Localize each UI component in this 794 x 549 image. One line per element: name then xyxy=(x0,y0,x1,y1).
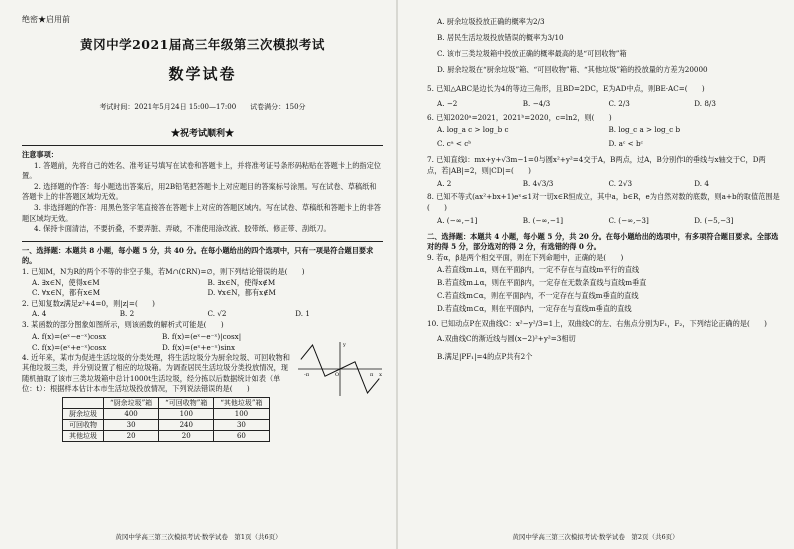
option-d: D. (−5,−3] xyxy=(694,215,734,225)
question-8: 8. 已知不等式(ax²+bx+1)eˣ≤1对一切x∈R恒成立，其中a，b∈R，e为自然对数的底数，则a+b的取值范围是( ) xyxy=(427,192,780,212)
option-b: B. (−∞,−1] xyxy=(522,215,564,225)
option-d: D.若直线m⊂α，则在平面β内，一定存在与直线m垂直的直线 xyxy=(437,304,632,314)
option-c: C. √2 xyxy=(207,309,227,319)
divider xyxy=(22,241,383,242)
x-tick-label: O xyxy=(335,372,340,378)
option-b: B. log_c a > log_c b xyxy=(608,125,681,135)
option-a: A. f(x)=(eˣ−e⁻ˣ)cosx xyxy=(32,331,107,341)
x-tick-label: -π xyxy=(304,372,309,378)
question-3: 3. 某函数的部分图象如图所示，则该函数的解析式可能是( ) xyxy=(22,319,224,329)
question-6: 6. 已知2020ᵃ=2021，2021ᵇ=2020，c=ln2，则( ) xyxy=(427,112,612,122)
option-c: C. cᵃ < cᵇ xyxy=(437,139,472,149)
notice-item: 3. 非选择题的作答：用黑色签字笔直接答在答题卡上对应的答题区域内。写在试卷、草稿纸和答题卡上的非答题区域均无效。 xyxy=(22,202,381,223)
exam-info: 考试时间：2021年5月24日 15:00—17:00 试卷满分：150分 xyxy=(99,103,306,111)
option-b: B.若直线m⊥α，则在平面β内，一定存在无数条直线与直线m垂直 xyxy=(437,278,647,288)
question-4-options xyxy=(427,14,780,78)
table-cell: 400 xyxy=(104,408,159,419)
option-d: D. aᶜ < bᶜ xyxy=(608,139,644,149)
section-2-heading: 二、选择题：本题共 4 小题，每小题 5 分，共 20 分。在每小题给出的选项中，有多项符合题目要求。全部选对的得 5 分，部分选对的得 2 分，有选错的得 0 分。 xyxy=(427,231,779,252)
question-1-options xyxy=(22,278,383,289)
y-axis-label: y xyxy=(343,342,346,348)
table-header-row xyxy=(63,397,270,408)
table-header-cell: “可回收物”箱 xyxy=(159,397,214,408)
option-b: B. −4/3 xyxy=(522,98,551,108)
option-a: A. ∃x∈N，使得x∈M xyxy=(32,277,100,287)
exam-title: 黄冈中学2021届高三年级第三次模拟考试 xyxy=(80,37,325,52)
divider xyxy=(22,145,383,146)
option-a: A.若直线m⊥α，则在平面β内，一定不存在与直线m平行的直线 xyxy=(437,265,640,275)
option-b: B.满足|PF₁|=4的点P共有2个 xyxy=(437,351,533,361)
option-b: B. 居民生活垃圾投放错误的概率为3/10 xyxy=(437,33,564,42)
x-axis-label: x xyxy=(379,372,382,378)
option-b: B. ∃x∈N，使得x∉M xyxy=(207,277,276,287)
page-footer: 黄冈中学高三第三次模拟考试·数学试卷 第2页（共6页） xyxy=(512,533,679,541)
question-1-options xyxy=(22,288,383,299)
question-10-options xyxy=(427,330,780,366)
question-9-options xyxy=(427,263,780,315)
option-d: D. f(x)=(eˣ+e⁻ˣ)sinx xyxy=(162,342,236,352)
question-6-options xyxy=(427,137,780,151)
option-c: C. 该市三类垃圾箱中投放正确的概率最高的是“可回收物”箱 xyxy=(437,49,627,58)
table-cell: 30 xyxy=(104,419,159,430)
table-header-cell xyxy=(63,397,104,408)
table-cell: 其他垃圾 xyxy=(63,430,104,441)
option-d: D. 厨余垃圾在“厨余垃圾”箱、“可回收物”箱、“其他垃圾”箱的投放量的方差为20000 xyxy=(437,65,708,74)
option-c: C. (−∞,−3] xyxy=(608,215,649,225)
question-1: 1. 已知M，N为R的两个不等的非空子集，若M∩(∁RN)=∅，则下列结论错误的是( ) xyxy=(22,266,305,276)
table-cell: 60 xyxy=(214,430,269,441)
table-row xyxy=(63,419,270,430)
option-b: B. f(x)=(eˣ−e⁻ˣ)|cosx| xyxy=(162,331,242,341)
table-cell: 20 xyxy=(159,430,214,441)
option-b: B. 2 xyxy=(119,309,135,319)
question-10: 10. 已知动点P在双曲线C：x²−y²/3=1上，双曲线C的左、右焦点分别为F₁，F₂，下列结论正确的是( ) xyxy=(427,319,767,329)
question-7: 7. 已知直线l：mx+y+√3m−1=0与圆x²+y²=4交于A，B两点，过A，B分别作l的垂线与x轴交于C，D两点，若|AB|=2，则|CD|=( ) xyxy=(427,155,766,175)
table-cell: 240 xyxy=(159,419,214,430)
option-d: D. 4 xyxy=(694,179,709,189)
exam-subtitle: 数学试卷 xyxy=(168,65,237,83)
option-c: C. f(x)=(eˣ+e⁻ˣ)cosx xyxy=(32,342,107,352)
notice-item: 2. 选择题的作答：每小题选出答案后，用2B铅笔把答题卡上对应题目的答案标号涂黑。写在试卷、草稿纸和答题卡上的非答题区域均无效。 xyxy=(22,181,377,202)
section-1-heading: 一、选择题：本题共 8 小题，每小题 5 分，共 40 分。在每小题给出的四个选项中，只有一项是符合题目要求的。 xyxy=(22,245,374,266)
option-d: D. 8/3 xyxy=(694,98,716,108)
table-row xyxy=(63,430,270,441)
option-d: D. 1 xyxy=(295,309,310,319)
table-header-cell: “厨余垃圾”箱 xyxy=(104,397,159,408)
question-6-options xyxy=(427,123,780,137)
option-a: A. 2 xyxy=(437,179,452,189)
page-footer: 黄冈中学高三第三次模拟考试·数学试卷 第1页（共6页） xyxy=(115,533,282,541)
table-row xyxy=(63,408,270,419)
question-2-options xyxy=(22,309,383,320)
question-8-options xyxy=(427,214,780,228)
question-9: 9. 若α，β是两个相交平面，则在下列命题中，正确的是( ) xyxy=(427,252,624,262)
table-cell: 30 xyxy=(214,419,269,430)
notice-item: 1. 答题前，先将自己的姓名、准考证号填写在试卷和答题卡上，并将准考证号条形码粘贴在答题卡上的指定位置。 xyxy=(22,160,381,181)
table-cell: 20 xyxy=(104,430,159,441)
option-c: C. 2√3 xyxy=(608,179,633,189)
option-a: A. 4 xyxy=(32,309,47,319)
table-cell: 100 xyxy=(214,408,269,419)
option-b: B. 4√3/3 xyxy=(522,179,554,189)
notice-head: 注意事项： xyxy=(22,150,58,159)
option-c: C. ∀x∈N，都有x∈M xyxy=(32,288,101,298)
garbage-table xyxy=(62,397,270,442)
question-5: 5. 已知△ABC是边长为4的等边三角形，且BD=2DC，E为AD中点，则BE·AC=( ) xyxy=(427,84,705,93)
option-c: C.若直线m⊂α，则在平面β内，不一定存在与直线m垂直的直线 xyxy=(437,291,639,301)
question-5-options xyxy=(427,95,780,113)
function-graph xyxy=(296,340,384,398)
option-a: A. 厨余垃圾投放正确的概率为2/3 xyxy=(437,17,545,26)
option-a: A. (−∞,−1] xyxy=(437,215,478,225)
option-a: A.双曲线C的渐近线与圆(x−2)²+y²=3相切 xyxy=(437,333,576,343)
table-cell: 可回收物 xyxy=(63,419,104,430)
x-tick-label: π xyxy=(370,372,374,378)
option-d: D. ∀x∈N，都有x∉M xyxy=(207,288,276,298)
option-c: C. 2/3 xyxy=(608,98,630,108)
notice-item: 4. 保持卡面清洁，不要折叠，不要弄脏、弄破，不准使用涂改液、胶带纸、修正带、刮纸刀。 xyxy=(34,224,331,234)
question-7-options xyxy=(427,176,780,192)
option-a: A. log_a c > log_b c xyxy=(437,125,509,135)
question-2: 2. 已知复数z满足z²+4=0，则|z|=( ) xyxy=(22,298,155,308)
table-header-cell: “其他垃圾”箱 xyxy=(214,397,269,408)
table-cell: 100 xyxy=(159,408,214,419)
question-3-options xyxy=(22,331,292,353)
table-cell: 厨余垃圾 xyxy=(63,408,104,419)
page-2 xyxy=(397,0,794,549)
option-a: A. −2 xyxy=(437,98,458,108)
confidential-mark: 绝密★启用前 xyxy=(22,15,70,24)
question-4: 4. 近年来，某市为促进生活垃圾的分类处理，将生活垃圾分为厨余垃圾、可回收物和其他垃圾三类，并分别设置了相应的垃圾箱。为调查居民生活垃圾分类投放情况，现随机抽取了该市三类垃圾箱中总计1000t生活垃圾，经分拣以后数据统计如表（单位：t）：根据样本估计本市生活垃圾投放情况，下列说法错误的是( ) xyxy=(22,352,290,394)
notice-title: ★祝考试顺利★ xyxy=(170,129,234,139)
